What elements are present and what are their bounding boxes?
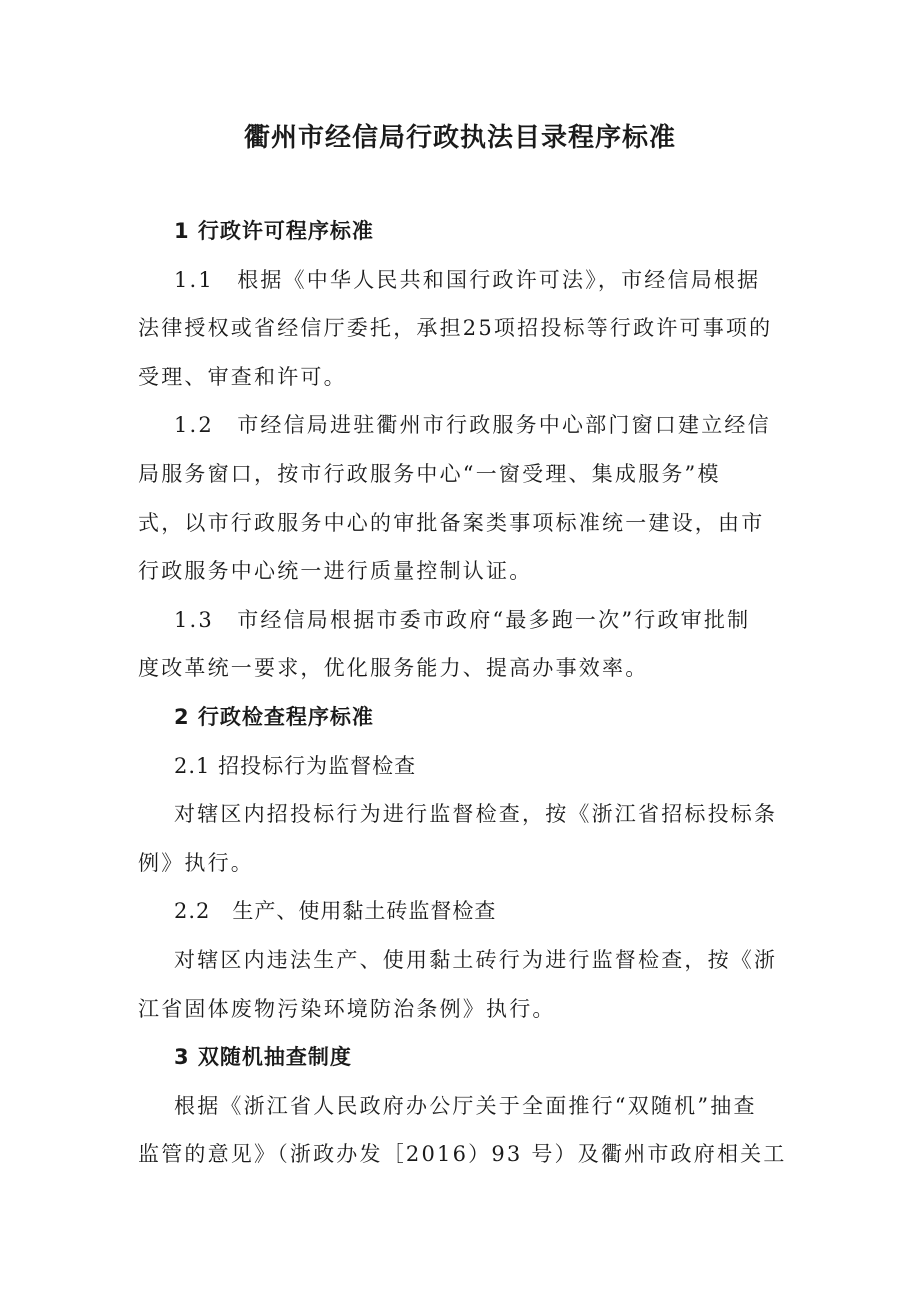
- document-body: [138, 207, 788, 1179]
- paragraph-line: 对辖区内招投标行为进行监督检查，按《浙江省招标投标条: [174, 802, 778, 827]
- paragraph-line: 局服务窗口，按市行政服务中心“一窗受理、集成服务”模: [138, 461, 721, 486]
- section-heading: 2 行政检查程序标准: [174, 704, 374, 729]
- paragraph-line: 对辖区内违法生产、使用黏土砖行为进行监督检查，按《浙: [174, 947, 778, 972]
- paragraph-line: 式，以市行政服务中心的审批备案类事项标准统一建设，由市: [138, 510, 765, 535]
- paragraph-line: 度改革统一要求，优化服务能力、提高办事效率。: [138, 656, 649, 681]
- paragraph-line: 监管的意见》（浙政办发［2016）93 号）及衢州市政府相关工: [138, 1142, 787, 1167]
- paragraph-line: 江省固体废物污染环境防治条例》执行。: [138, 996, 556, 1021]
- paragraph-line: 1.1 根据《中华人民共和国行政许可法》，市经信局根据: [174, 267, 761, 292]
- section-heading: 1 行政许可程序标准: [174, 219, 374, 243]
- paragraph-line: 1.2 市经信局进驻衢州市行政服务中心部门窗口建立经信: [174, 413, 771, 438]
- paragraph-line: 行政服务中心统一进行质量控制认证。: [138, 559, 533, 584]
- paragraph-line: 法律授权或省经信厅委托，承担25项招投标等行政许可事项的: [138, 316, 773, 341]
- paragraph-line: 根据《浙江省人民政府办公厅关于全面推行“双随机”抽查: [174, 1093, 757, 1118]
- page-title: 衢州市经信局行政执法目录程序标准: [243, 123, 676, 153]
- paragraph-line: 受理、审查和许可。: [138, 364, 347, 389]
- subsection-heading: 2.2 生产、使用黏土砖监督检查: [174, 899, 497, 924]
- paragraph-line: 1.3 市经信局根据市委市政府“最多跑一次”行政审批制: [174, 607, 751, 632]
- section-heading: 3 双随机抽查制度: [174, 1045, 352, 1070]
- paragraph-line: 例》执行。: [138, 850, 254, 875]
- subsection-heading: 2.1 招投标行为监督检查: [174, 753, 417, 778]
